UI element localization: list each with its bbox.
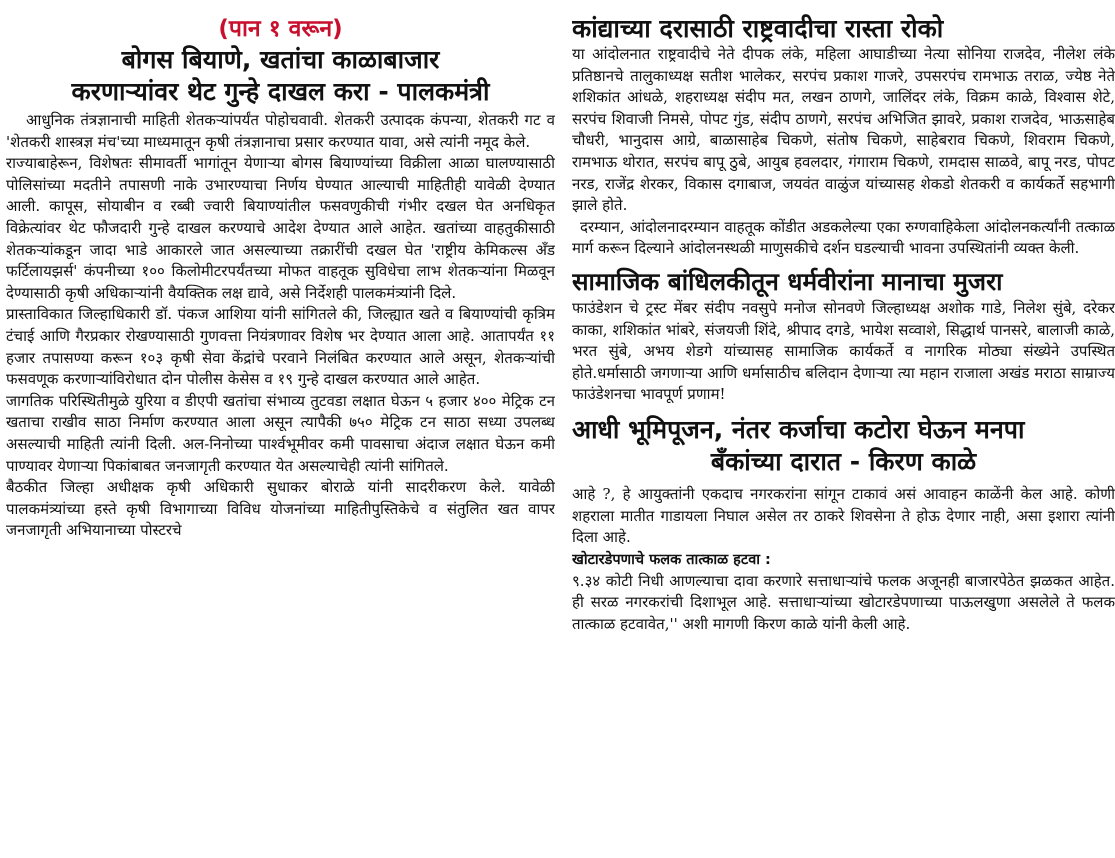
article-paragraph: प्रास्ताविकात जिल्हाधिकारी डॉ. पंकज आशिया यांनी सांगितले की, जिल्ह्यात खते व बियाण्यांची कृत्रिम टंचाई आणि गैरप्रकार रोखण्यासाठी गुणवत्ता नियंत्रणावर विशेष भर देण्यात आला आहे. आतापर्यंत ११ हजार तपासण्या करून १०३ कृषी सेवा केंद्रांचे परवाने निलंबित करण्यात आले असून, शेतकऱ्यांची फसवणूक करणाऱ्यांविरोधात दोन पोलीस केसेस व १९ गुन्हे दाखल करण्यात आले आहेत.	[6, 305, 555, 389]
article-paragraph: ९.३४ कोटी निधी आणल्याचा दावा करणारे सत्ताधाऱ्यांचे फलक अजूनही बाजारपेठेत झळकत आहेत. ही सरळ नगरकरांची दिशाभूल आहे. सत्ताधाऱ्यांच्या खोटारडेपणाच्या पाऊलखुणा असलेले ते फलक तात्काळ हटवावेत,'' अशी मागणी किरण काळे यांनी केली आहे.	[572, 571, 1115, 633]
article-paragraph: राज्याबाहेरून, विशेषतः सीमावर्ती भागांतून येणाऱ्या बोगस बियाण्यांच्या विक्रीला आळा घालण्यासाठी पोलिसांच्या मदतीने तपासणी नाके उभारण्याचा निर्णय घेण्यात आल्याची माहितीही यावेळी देण्यात आली. कापूस, सोयाबीन व रब्बी ज्वारी बियाण्यांतील फसवणुकीची गंभीर दखल घेत अनधिकृत विक्रेत्यांवर थेट फौजदारी गुन्हे दाखल करण्याचे आदेश देण्यात आले आहेत. खतांच्या वाहतुकीसाठी शेतकऱ्यांकडून जादा भाडे आकारले जात असल्याच्या तक्रारींची दखल घेत 'राष्ट्रीय केमिकल्स अँड फर्टिलायझर्स' कंपनीच्या १०० किलोमीटरपर्यंतच्या मोफत वाहतूक सुविधेचा लाभ शेतकऱ्यांना मिळवून देण्यासाठी कृषी अधिकाऱ्यांनी वैयक्तिक लक्ष द्यावे, असे निर्देशही पालकमंत्र्यांनी दिले.	[6, 154, 555, 302]
article-paragraph: आधुनिक तंत्रज्ञानाची माहिती शेतकऱ्यांपर्यंत पोहोचवावी. शेतकरी उत्पादक कंपन्या, शेतकरी गट व 'शेतकरी शास्त्रज्ञ मंच'च्या माध्यमातून कृषी तंत्रज्ञानाचा प्रसार करण्यात यावा, असे त्यांनी नमूद केले.	[6, 111, 555, 151]
article-paragraph: दरम्यान, आंदोलनादरम्यान वाहतूक कोंडीत अडकलेल्या एका रुग्णवाहिकेला आंदोलनकर्त्यांनी तत्काळ मार्ग करून दिल्याने आंदोलनस्थळी माणुसकीचे दर्शन घडल्याची भावना उपस्थितांनी व्यक्त केली.	[572, 217, 1115, 258]
left-column	[6, 0, 555, 858]
article-paragraph: या आंदोलनात राष्ट्रवादीचे नेते दीपक लंके, महिला आघाडीच्या नेत्या सोनिया राजदेव, नीलेश लंके प्रतिष्ठानचे तालुकाध्यक्ष सतीश भालेकर, सरपंच प्रकाश गाजरे, उपसरपंच रामभाऊ तराळ, ज्येष्ठ नेते शशिकांत आंधळे, शहराध्यक्ष संदीप मत, लखन ठाणगे, जालिंदर लंके, विक्रम काळे, विश्वास शेटे, सरपंच शिवाजी निमसे, पोपट गुंड, संदीप ठाणगे, सरपंच अभिजित झावरे, प्रकाश राजदेव, भाऊसाहेब चौधरी, भानुदास आग्रे, बाळासाहेब चिकणे, संतोष चिकणे, साहेबराव चिकणे, शिवराम चिकणे, रामभाऊ थोरात, सरपंच बापू ठुबे, आयुब हवलदार, गंगाराम चिकणे, रामदास साळवे, बापू नरड, पोपट नरड, राजेंद्र शेरकर, विकास दगाबाज, जयवंत वाळुंज यांच्यासह शेकडो शेतकरी व कार्यकर्ते सहभागी झाले होते.	[572, 45, 1115, 215]
article-subheading: खोटारडेपणाचे फलक तात्काळ हटवा :	[572, 551, 771, 568]
headline-bhoomipujan-line1: आधी भूमिपूजन, नंतर कर्जाचा कटोरा घेऊन मनपा	[572, 414, 1025, 444]
headline-bhoomipujan-line2: बँकांच्या दारात - किरण काळे	[710, 446, 977, 476]
headline-bogus-seeds-line1: बोगस बियाणे, खतांचा काळाबाजार	[121, 45, 440, 74]
article-paragraph: फाउंडेशन चे ट्रस्ट मेंबर संदीप नवसुपे मनोज सोनवणे जिल्हाध्यक्ष अशोक गाडे, निलेश सुंबे, दरेकर काका, शशिकांत भांबरे, संजयजी शिंदे, श्रीपाद दगडे, भायेश सव्वाशे, सिद्धार्थ पानसरे, बालाजी काळे, भरत सुंबे, अभय शेडगे यांच्यासह सामाजिक कार्यकर्ते व नागरिक मोठ्या संख्येने उपस्थित होते.धर्मासाठी जगणाऱ्या आणि धर्मासाठीच बलिदान देणाऱ्या त्या महान राजाला अखंड मराठा साम्राज्य फाउंडेशनचा भावपूर्ण प्रणाम!	[572, 298, 1115, 404]
article-paragraph: आहे ?, हे आयुक्तांनी एकदाच नगरकरांना सांगून टाकावं असं आवाहन काळेंनी केल आहे. कोणी शहराला मातीत गाडायला निघाल असेल तर ठाकरे शिवसेना ते होऊ देणार नाही, असा इशारा त्यांनी दिला आहे.	[572, 484, 1115, 547]
continued-from-page-label: (पान १ वरून)	[218, 16, 343, 42]
headline-onion-protest: कांद्याच्या दरासाठी राष्ट्रवादीचा रास्ता रोको	[572, 14, 944, 43]
right-column	[572, 0, 1115, 858]
headline-dharmaveer-tribute: सामाजिक बांधिलकीतून धर्मवीरांना मानाचा मुजरा	[572, 266, 1003, 296]
headline-bogus-seeds-line2: करणाऱ्यांवर थेट गुन्हे दाखल करा - पालकमंत्री	[71, 77, 490, 106]
article-paragraph: बैठकीत जिल्हा अधीक्षक कृषी अधिकारी सुधाकर बोराळे यांनी सादरीकरण केले. यावेळी पालकमंत्र्यांच्या हस्ते कृषी विभागाच्या विविध योजनांच्या माहितीपुस्तिकेचे व संतुलित खत वापर जनजागृती अभियानाच्या पोस्टरचे	[6, 478, 555, 540]
article-paragraph: जागतिक परिस्थितीमुळे युरिया व डीएपी खतांचा संभाव्य तुटवडा लक्षात घेऊन ५ हजार ४०० मेट्रिक टन खताचा राखीव साठा निर्माण करण्यात आला असून त्यापैकी ७५० मेट्रिक टन साठा सध्या उपलब्ध असल्याची माहिती त्यांनी दिली. अल-निनोच्या पार्श्वभूमीवर कमी पावसाचा अंदाज लक्षात घेऊन कमी पाण्यावर येणाऱ्या पिकांबाबत जनजागृती करण्यात येत असल्याचेही त्यांनी सांगितले.	[6, 391, 555, 475]
